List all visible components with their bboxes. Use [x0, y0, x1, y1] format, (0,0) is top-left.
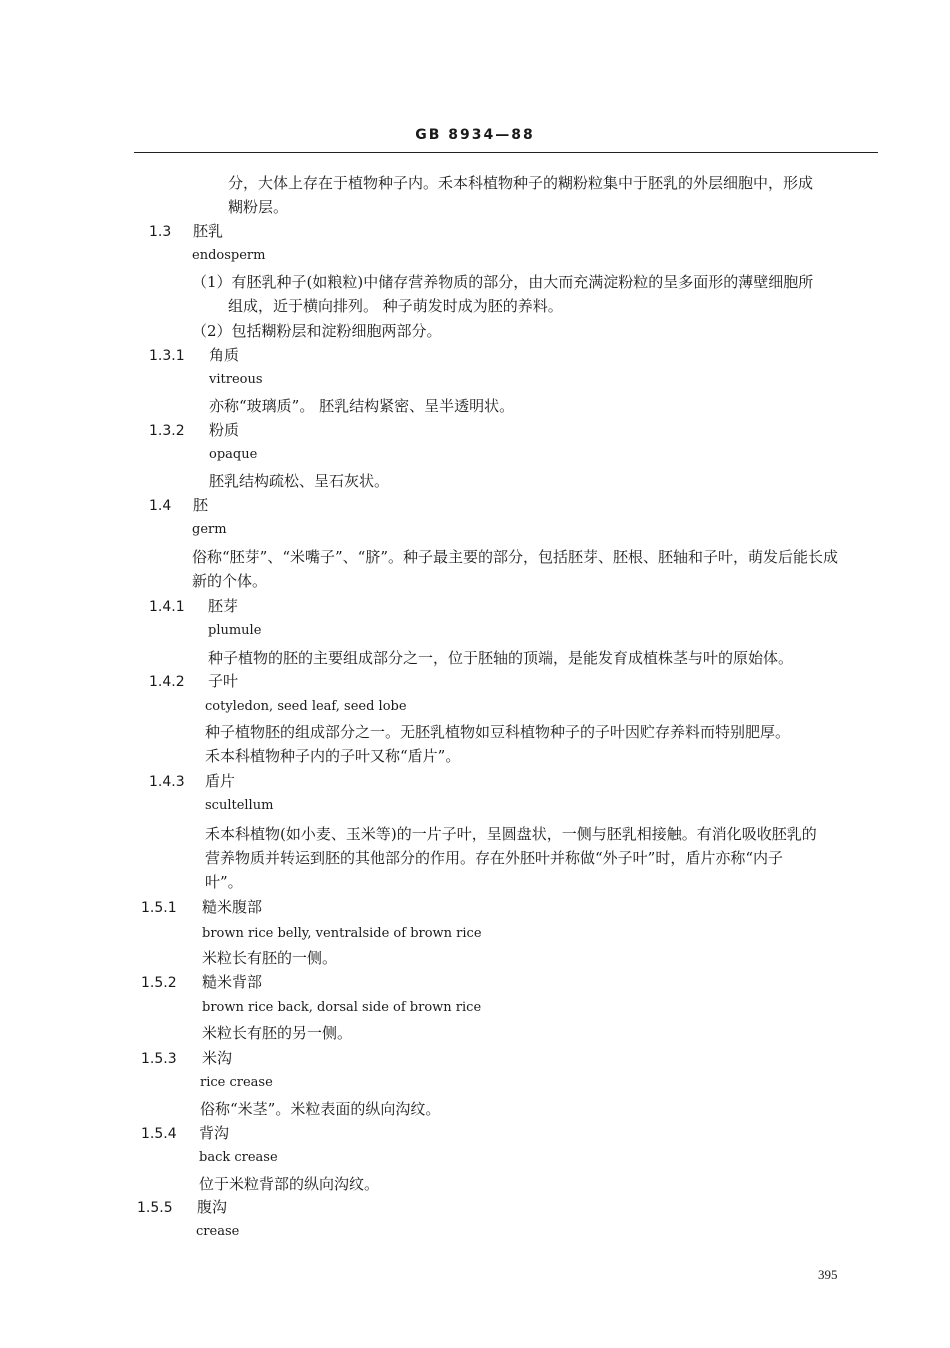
term-chinese: 角质	[209, 346, 240, 364]
term-chinese: 粉质	[209, 421, 240, 439]
definition-text: 胚乳结构疏松、呈石灰状。	[209, 472, 390, 490]
section-number: 1.5.2	[141, 975, 177, 991]
term-english: endosperm	[192, 248, 266, 263]
definition-text: 营养物质并转运到胚的其他部分的作用。存在外胚叶并称做“外子叶”时，盾片亦称“内子	[205, 849, 784, 867]
definition-text: 米粒长有胚的一侧。	[202, 949, 338, 967]
term-chinese: 糙米背部	[202, 973, 263, 991]
term-english: vitreous	[209, 372, 263, 387]
section-number: 1.4.2	[149, 674, 185, 690]
term-chinese: 子叶	[208, 672, 239, 690]
term-chinese: 胚芽	[208, 597, 239, 615]
term-chinese: 糙米腹部	[202, 898, 263, 916]
term-english: germ	[192, 522, 227, 537]
header-rule	[134, 152, 878, 153]
section-number: 1.5.1	[141, 900, 177, 916]
section-number: 1.4	[149, 498, 172, 514]
definition-text: 组成，近于横向排列。 种子萌发时成为胚的养料。	[228, 297, 563, 315]
term-chinese: 盾片	[205, 772, 236, 790]
body-text: 糊粉层。	[228, 198, 289, 216]
definition-text: （2）包括糊粉层和淀粉细胞两部分。	[192, 322, 442, 340]
section-number: 1.3.1	[149, 348, 185, 364]
section-number: 1.5.4	[141, 1126, 177, 1142]
section-number: 1.5.3	[141, 1051, 177, 1067]
term-english: rice crease	[200, 1075, 273, 1090]
term-english: crease	[196, 1224, 240, 1239]
definition-text: （1）有胚乳种子(如粮粒)中储存营养物质的部分，由大而充满淀粉粒的呈多面形的薄壁细胞所	[192, 273, 814, 291]
term-english: opaque	[209, 447, 258, 462]
term-chinese: 腹沟	[197, 1198, 228, 1216]
term-english: brown rice belly, ventralside of brown rice	[202, 926, 482, 941]
page-number: 395	[818, 1267, 838, 1282]
section-number: 1.5.5	[137, 1200, 173, 1216]
term-english: cotyledon, seed leaf, seed lobe	[205, 699, 407, 714]
term-chinese: 胚乳	[193, 222, 224, 240]
term-chinese: 背沟	[199, 1124, 230, 1142]
term-english: brown rice back, dorsal side of brown rice	[202, 1000, 482, 1015]
definition-text: 种子植物胚的组成部分之一。无胚乳植物如豆科植物种子的子叶因贮存养料而特别肥厚。	[205, 723, 791, 741]
definition-text: 位于米粒背部的纵向沟纹。	[199, 1175, 380, 1193]
definition-text: 米粒长有胚的另一侧。	[202, 1024, 353, 1042]
definition-text: 种子植物的胚的主要组成部分之一，位于胚轴的顶端，是能发育成植株茎与叶的原始体。	[208, 649, 794, 667]
definition-text: 新的个体。	[192, 572, 268, 590]
definition-text: 亦称“玻璃质”。 胚乳结构紧密、呈半透明状。	[209, 397, 515, 415]
term-chinese: 米沟	[202, 1049, 233, 1067]
section-number: 1.4.3	[149, 774, 185, 790]
term-english: back crease	[199, 1150, 278, 1165]
definition-text: 禾本科植物种子内的子叶又称“盾片”。	[205, 747, 461, 765]
section-number: 1.3	[149, 224, 172, 240]
definition-text: 俗称“胚芽”、“米嘴子”、“脐”。种子最主要的部分，包括胚芽、胚根、胚轴和子叶，萌发后能长成	[192, 548, 839, 566]
definition-text: 禾本科植物(如小麦、玉米等)的一片子叶，呈圆盘状，一侧与胚乳相接触。有消化吸收胚乳的	[205, 825, 817, 843]
body-text: 分，大体上存在于植物种子内。禾本科植物种子的糊粉粒集中于胚乳的外层细胞中，形成	[228, 174, 814, 192]
term-chinese: 胚	[193, 496, 209, 514]
term-english: plumule	[208, 623, 262, 638]
section-number: 1.3.2	[149, 423, 185, 439]
term-english: scultellum	[205, 798, 274, 813]
definition-text: 叶”。	[205, 873, 243, 891]
section-number: 1.4.1	[149, 599, 185, 615]
definition-text: 俗称“米茎”。米粒表面的纵向沟纹。	[200, 1100, 441, 1118]
page-header: GB 8934—88	[415, 127, 535, 143]
